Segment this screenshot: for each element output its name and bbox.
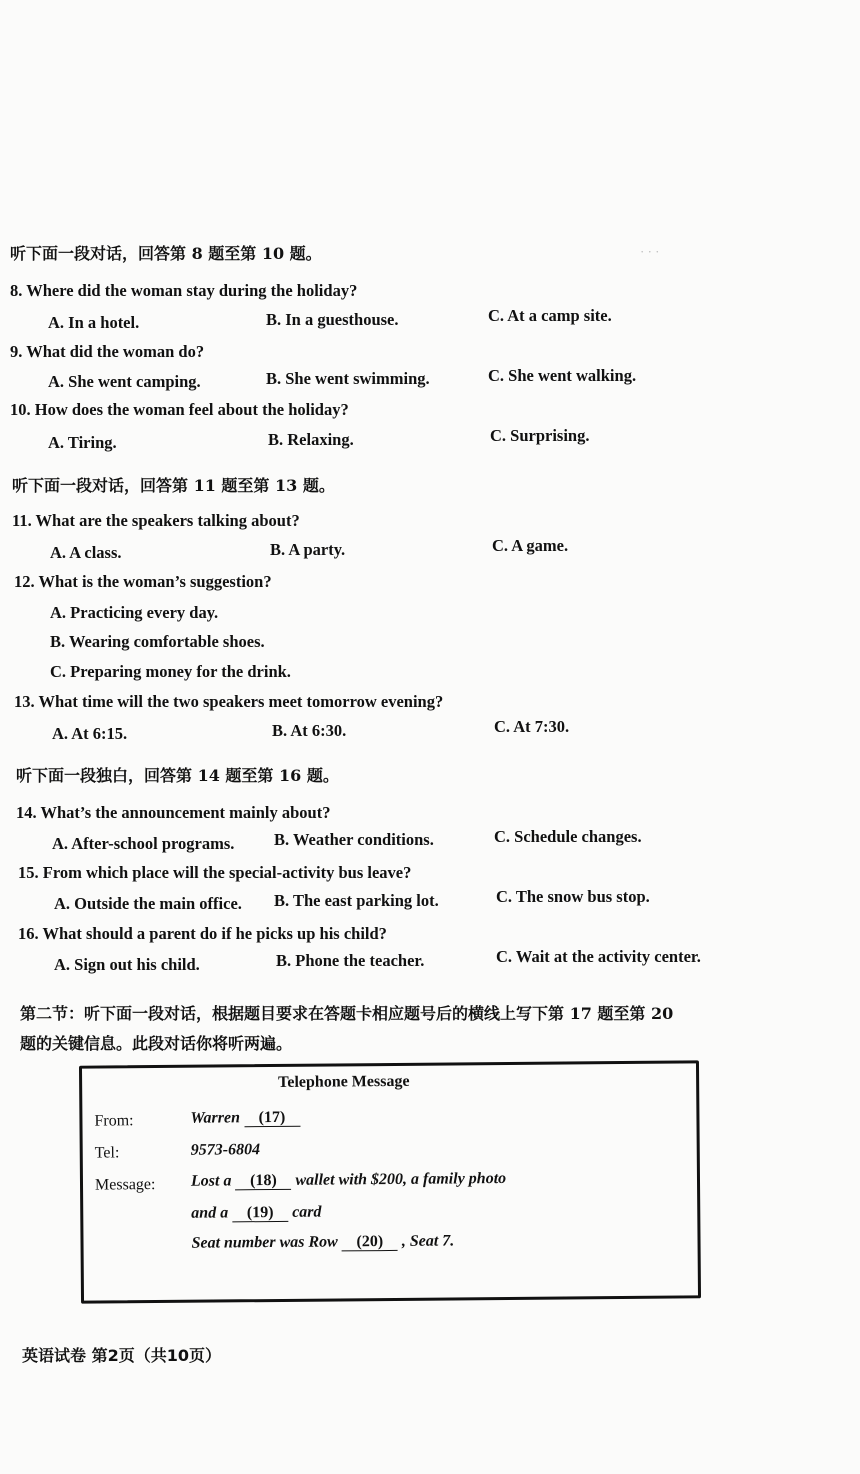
option-b[interactable]: B. At 6:30. xyxy=(272,721,347,740)
section-header: 听下面一段对话，回答第 11 题至第 13 题。 xyxy=(12,476,335,495)
option-a[interactable]: A. A class. xyxy=(50,543,122,562)
option-a[interactable]: A. At 6:15. xyxy=(52,724,128,743)
option-c[interactable]: C. The snow bus stop. xyxy=(496,887,650,906)
question-14: 14. What’s the announcement mainly about? xyxy=(16,803,331,822)
question-11: 11. What are the speakers talking about? xyxy=(12,511,300,530)
option-a[interactable]: A. Practicing every day. xyxy=(50,603,219,622)
blank-17[interactable]: (17) xyxy=(244,1110,300,1127)
from-value: Warren (17) xyxy=(190,1109,300,1128)
message-line1: Lost a (18) wallet with $200, a family photo xyxy=(190,1169,507,1190)
option-b[interactable]: B. In a guesthouse. xyxy=(266,310,399,329)
option-b[interactable]: B. Weather conditions. xyxy=(274,830,434,849)
option-b[interactable]: B. Wearing comfortable shoes. xyxy=(50,632,265,651)
message-line2: and a (19) card xyxy=(191,1203,322,1222)
option-a[interactable]: A. Sign out his child. xyxy=(54,955,200,974)
question-15: 15. From which place will the special-activity bus leave? xyxy=(18,863,412,882)
option-b[interactable]: B. The east parking lot. xyxy=(274,891,439,910)
option-c[interactable]: C. Preparing money for the drink. xyxy=(50,662,291,681)
message-title: Telephone Message xyxy=(278,1072,410,1091)
option-b[interactable]: B. Relaxing. xyxy=(268,430,354,449)
option-a[interactable]: A. In a hotel. xyxy=(48,313,140,332)
option-c[interactable]: C. A game. xyxy=(492,536,569,555)
option-c[interactable]: C. Surprising. xyxy=(490,426,590,445)
tel-label: Tel: xyxy=(94,1144,120,1162)
page-footer: 英语试卷 第2页（共10页） xyxy=(22,1346,221,1365)
option-c[interactable]: C. She went walking. xyxy=(488,366,637,385)
from-label: From: xyxy=(94,1112,134,1130)
blank-19[interactable]: (19) xyxy=(232,1205,288,1222)
option-b[interactable]: B. Phone the teacher. xyxy=(276,951,425,970)
option-b[interactable]: B. A party. xyxy=(270,540,346,559)
question-13: 13. What time will the two speakers meet tomorrow evening? xyxy=(14,692,444,711)
option-a[interactable]: A. After-school programs. xyxy=(52,834,235,853)
section-header: 听下面一段独白，回答第 14 题至第 16 题。 xyxy=(16,766,339,785)
part2-instructions-line2: 题的关键信息。此段对话你将听两遍。 xyxy=(20,1034,293,1053)
option-b[interactable]: B. She went swimming. xyxy=(266,369,430,388)
question-12: 12. What is the woman’s suggestion? xyxy=(14,572,272,591)
option-c[interactable]: C. Wait at the activity center. xyxy=(496,947,701,966)
option-a[interactable]: A. She went camping. xyxy=(48,372,201,391)
bleed-through-marks: · · · xyxy=(640,244,660,259)
option-a[interactable]: A. Outside the main office. xyxy=(54,894,242,913)
option-c[interactable]: C. At a camp site. xyxy=(488,306,612,325)
question-10: 10. How does the woman feel about the holiday? xyxy=(10,400,349,419)
question-9: 9. What did the woman do? xyxy=(10,342,205,361)
telephone-message-box xyxy=(79,1060,701,1303)
question-8: 8. Where did the woman stay during the holiday? xyxy=(10,281,358,300)
option-c[interactable]: C. At 7:30. xyxy=(494,717,570,736)
option-c[interactable]: C. Schedule changes. xyxy=(494,827,642,846)
section-header: 听下面一段对话，回答第 8 题至第 10 题。 xyxy=(10,244,322,263)
part2-instructions-line1: 第二节：听下面一段对话，根据题目要求在答题卡相应题号后的横线上写下第 17 题至第 20 xyxy=(20,1004,674,1023)
blank-18[interactable]: (18) xyxy=(235,1173,291,1190)
blank-20[interactable]: (20) xyxy=(342,1234,398,1251)
question-16: 16. What should a parent do if he picks up his child? xyxy=(18,924,387,943)
tel-value: 9573-6804 xyxy=(190,1141,261,1159)
message-line3: Seat number was Row (20) , Seat 7. xyxy=(191,1232,455,1252)
option-a[interactable]: A. Tiring. xyxy=(48,433,117,452)
message-label: Message: xyxy=(94,1176,156,1194)
